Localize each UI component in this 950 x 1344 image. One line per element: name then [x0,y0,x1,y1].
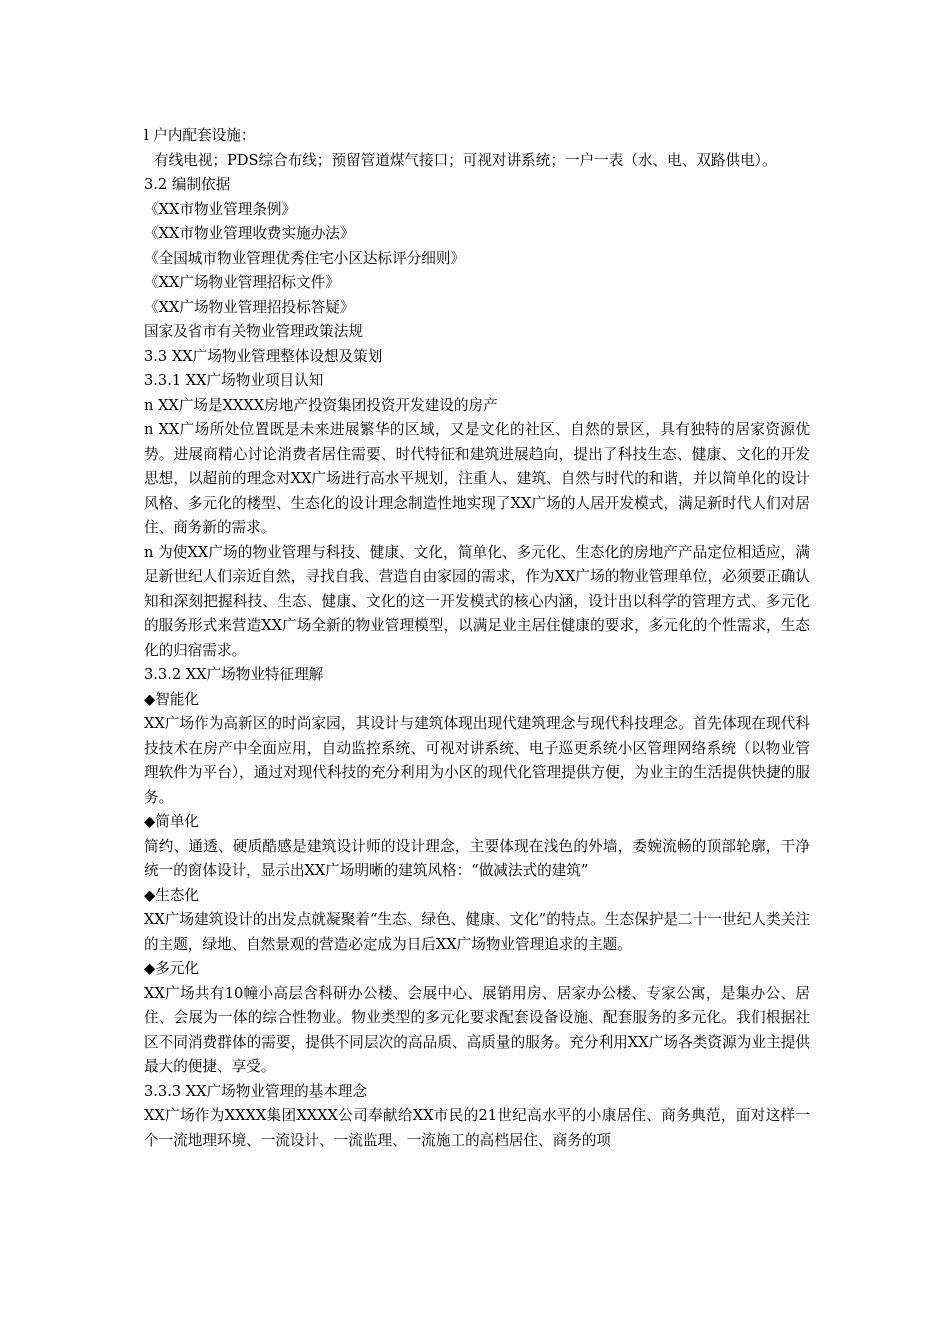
feature-title: ◆简单化 [144,813,200,830]
section-3-3-1-title: 3.3.1 XX广场物业项目认知 [144,372,324,389]
basis-item: 《XX市物业管理条例》 [144,200,297,218]
basis-item: 《XX广场物业管理招标文件》 [144,274,340,291]
intro-text: 有线电视；PDS综合布线；预留管道煤气接口；可视对讲系统；一户一表（水、电、双路供电）。 [154,151,777,169]
feature-title: ◆生态化 [144,886,200,904]
basis-item: 《XX市物业管理收费实施办法》 [144,225,355,242]
section-3-2-title: 3.2 编制依据 [144,176,231,193]
basis-item: 国家及省市有关物业管理政策法规 [144,323,363,340]
feature-title: ◆智能化 [144,690,200,708]
recognition-paragraph: n XX广场所处位置既是未来进展繁华的区域，又是文化的社区、自然的景区，具有独特的居家资源优势。进展商精心讨论消费者居住需要、时代特征和建筑进展趋向，提出了科技生态、健康、文化的开发思想，以超前的理念对XX广场进行高水平规划，注重人、建筑、自然与时代的和谐，并以简单化的设计风格、多元化的楼型、生态化的设计理念制造性地实现了XX广场的人居开发模式，满足新时代人们对居住、商务新的需求。 [144,421,810,536]
document-page [144,124,810,1153]
feature-text: 简约、通透、硬质酷感是建筑设计师的设计理念，主要体现在浅色的外墙，委婉流畅的顶部轮廓，干净统一的窗体设计，显示出XX广场明晰的建筑风格：“做减法式的建筑” [144,837,810,879]
section-3-3-3-title: 3.3.3 XX广场物业管理的基本理念 [144,1082,368,1100]
feature-text: XX广场作为高新区的时尚家园，其设计与建筑体现出现代建筑理念与现代科技理念。首先体现在现代科技技术在房产中全面应用，自动监控系统、可视对讲系统、电子巡更系统小区管理网络系统（以物业管理软件为平台），通过对现代科技的充分利用为小区的现代化管理提供方便，为业主的生活提供快捷的服务。 [144,715,810,806]
section-3-3-3-text: XX广场作为XXXX集团XXXX公司奉献给XX市民的21世纪高水平的小康居住、商务典范，面对这样一个一流地理环境、一流设计、一流监理、一流施工的高档居住、商务的项 [144,1107,810,1149]
feature-text: XX广场建筑设计的出发点就凝聚着“生态、绿色、健康、文化”的特点。生态保护是二十一世纪人类关注的主题，绿地、自然景观的营造必定成为日后XX广场物业管理追求的主题。 [144,911,810,953]
basis-item: 《全国城市物业管理优秀住宅小区达标评分细则》 [144,249,466,267]
section-3-3-title: 3.3 XX广场物业管理整体设想及策划 [144,347,383,365]
section-3-3-2-title: 3.3.2 XX广场物业特征理解 [144,666,324,683]
basis-item: 《XX广场物业管理招投标答疑》 [144,298,355,316]
recognition-paragraph: n XX广场是XXXX房地产投资集团投资开发建设的房产 [144,396,498,414]
feature-text: XX广场共有10幢小高层含科研办公楼、会展中心、展销用房、居家办公楼、专家公寓，是集办公、居住、会展为一体的综合性物业。物业类型的多元化要求配套设备设施、配套服务的多元化。我们根据社区不同消费群体的需要，提供不同层次的高品质、高质量的服务。充分利用XX广场各类资源为业主提供最大的便捷、享受。 [144,984,810,1075]
intro-label: l 户内配套设施： [144,127,256,144]
recognition-paragraph: n 为使XX广场的物业管理与科技、健康、文化，简单化、多元化、生态化的房地产产品定位相适应，满足新世纪人们亲近自然，寻找自我、营造自由家园的需求，作为XX广场的物业管理单位，必须要正确认知和深刻把握科技、生态、健康、文化的这一开发模式的核心内涵，设计出以科学的管理方式、多元化的服务形式来营造XX广场全新的物业管理模型，以满足业主居住健康的要求，多元化的个性需求，生态化的归宿需求。 [144,543,810,659]
feature-title: ◆多元化 [144,960,200,977]
